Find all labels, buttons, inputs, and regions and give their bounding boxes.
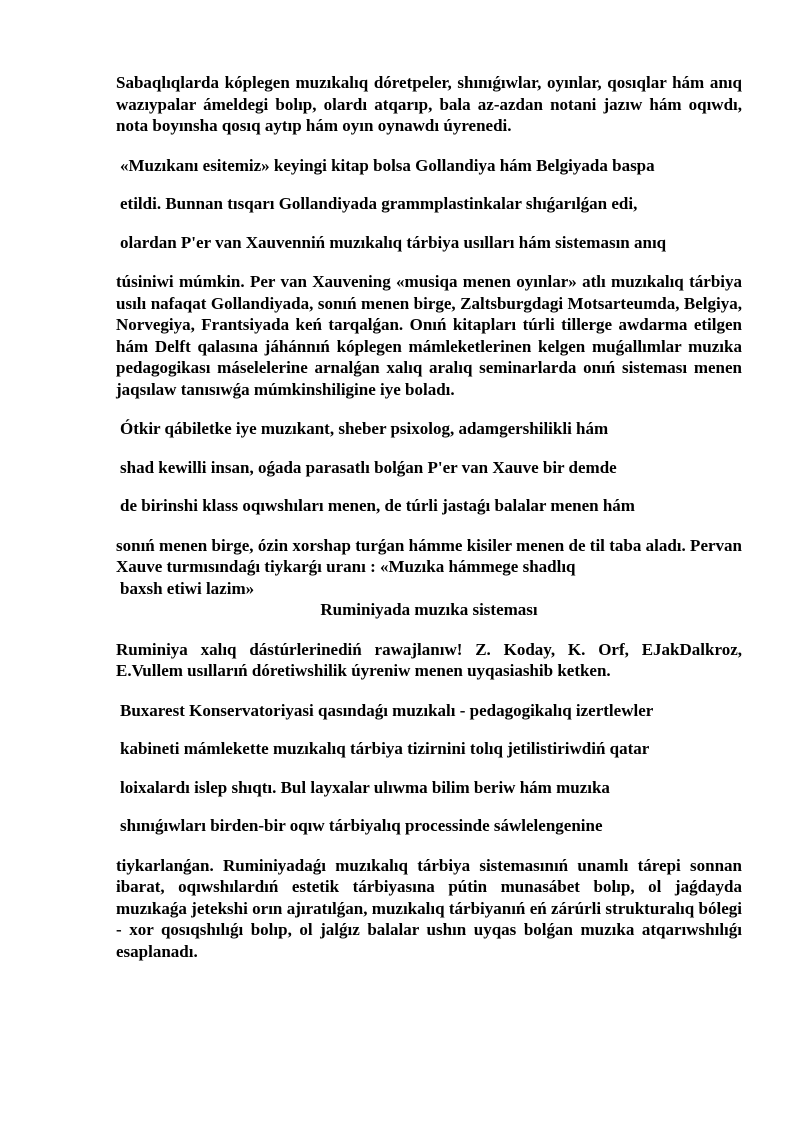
line-block-1 — [116, 155, 742, 254]
line-block-2 — [116, 418, 742, 517]
paragraph-2: túsiniwi múmkin. Per van Xauvening «musiqa menen oyınlar» atlı muzıkalıq tárbiya usılı nafaqat Gollandiyada, sonıń menen birge, Zaltsburgdagi Motsarteumda, Belgiya, Norvegiya, Frantsiyada keń tarqalǵan. Onıń kitapları túrli tillerge awdarma etilgen hám Delft qalasına jáhánnıń kóplegen mámleketlerinen kelgen muǵallımlar muzıka pedagogikası máselelerine arnalǵan xalıq aralıq seminarlarda onıń sisteması menen jaqsılaw tanısıwǵa múmkinshiligine iye boladı. — [116, 272, 742, 399]
text-line: baxsh etiwi lazim» — [120, 578, 255, 598]
text-line: kabineti mámlekette muzıkalıq tárbiya tizirnini tolıq jetilistiriwdiń qatar — [120, 739, 650, 758]
text-line: Buxarest Konservatoriyasi qasındaǵı muzıkalı - pedagogikalıq izertlewler — [120, 700, 654, 720]
paragraph-3: sonıń menen birge, ózin xorshap turǵan hámme kisiler menen de til taba aladı. Pervan Xauve turmısındaǵı tiykarǵı uranı : «Muzıka hámmege shadlıq — [116, 535, 742, 576]
text-line: «Muzıkanı esitemiz» keyingi kitap bolsa Gollandiya hám Belgiyada baspa — [120, 155, 655, 175]
text-line: olardan P'er van Xauvenniń muzıkalıq tárbiya usılları hám sistemasın anıq — [120, 232, 667, 252]
line-block-3 — [116, 700, 742, 837]
document-page — [116, 72, 742, 962]
text-line: loixalardı islep shıqtı. Bul layxalar ulıwma bilim beriw hám muzıka — [120, 777, 610, 797]
paragraph-1: Sabaqlıqlarda kóplegen muzıkalıq dóretpeler, shınıǵıwlar, oyınlar, qosıqlar hám anıq wazıypalar ámeldegi bolıp, olardı atqarıp, bala az-azdan notani jazıw hám oqıwdı, nota boyınsha qosıq aytıp hám oyın oynawdı úyrenedi. — [116, 73, 742, 135]
section-heading: Ruminiyada muzıka sisteması — [320, 600, 538, 619]
text-line: etildi. Bunnan tısqarı Gollandiyada grammplastinkalar shıǵarılǵan edi, — [120, 194, 638, 213]
text-line: de birinshi klass oqıwshıları menen, de túrli jastaǵı balalar menen hám — [120, 496, 635, 515]
text-line: shad kewilli insan, oǵada parasatlı bolǵan P'er van Xauve bir demde — [120, 457, 617, 477]
paragraph-5: tiykarlanǵan. Ruminiyadaǵı muzıkalıq tárbiya sistemasınıń unamlı tárepi sonnan ibarat, oqıwshılardıń estetik tárbiyasına pútin munasábet bolıp, ol jaǵdayda muzıkaǵa jetekshi orın ajıratılǵan, muzıkalıq tárbiyanıń eń zárúrli strukturalıq bólegi - xor qosıqshılıǵı bolıp, ol jalǵız balalar ushın uyqas bolǵan muzıka atqarıwshılıǵı esaplanadı. — [116, 855, 742, 961]
text-line: shınıǵıwları birden-bir oqıw tárbiyalıq processinde sáwlelengenine — [120, 816, 603, 835]
text-line: Ótkir qábiletke iye muzıkant, sheber psixolog, adamgershilikli hám — [120, 419, 609, 438]
paragraph-4: Ruminiya xalıq dástúrlerinediń rawajlanıw! Z. Koday, K. Orf, EJakDalkroz, E.Vullem usıllarıń dóretiwshilik úyreniw menen uyqasiashib ketken. — [116, 639, 742, 680]
